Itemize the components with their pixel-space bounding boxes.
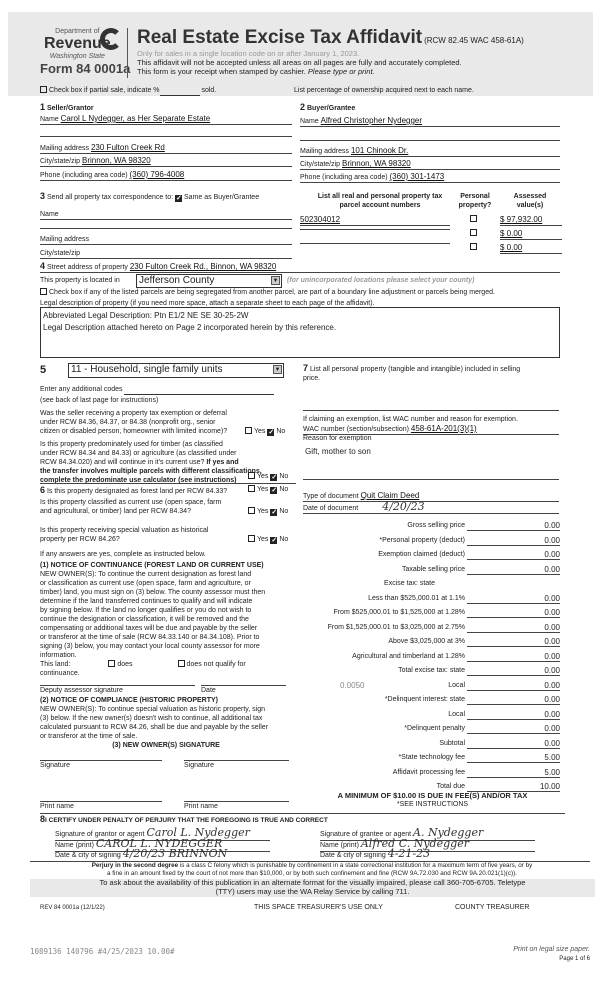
no-label: No bbox=[279, 508, 289, 515]
t: price. bbox=[303, 375, 321, 382]
notice-line: or transferor at the time of sale. bbox=[40, 733, 138, 740]
street-address-field[interactable] bbox=[40, 262, 560, 273]
section-number: 3 bbox=[40, 191, 46, 201]
yes-checkbox[interactable] bbox=[248, 485, 255, 492]
seller-phone-field[interactable] bbox=[40, 170, 292, 181]
doc-date-field[interactable] bbox=[303, 502, 559, 514]
treasurer-space: THIS SPACE TREASURER'S USE ONLY bbox=[254, 904, 383, 911]
q-forest-yesno bbox=[248, 485, 288, 494]
assessed-value: $ 0.00 bbox=[500, 243, 523, 252]
grantee-date-field[interactable] bbox=[320, 848, 535, 862]
doc-type-field[interactable] bbox=[303, 491, 559, 502]
logo-revenue: Revenue bbox=[44, 35, 111, 52]
grantor-signature: Carol L. Nydegger bbox=[146, 826, 250, 839]
fee-label: Exemption claimed (deduct) bbox=[378, 551, 465, 558]
notice-2-title: (2) NOTICE OF COMPLIANCE (HISTORIC PROPERTY) bbox=[40, 697, 218, 704]
label: Signature of grantee or agent bbox=[320, 831, 412, 838]
t: Print name bbox=[40, 803, 74, 810]
buyer-phone: (360) 301-1473 bbox=[389, 172, 445, 181]
t: Perjury in the second degree bbox=[91, 862, 179, 869]
parcel-account-field[interactable] bbox=[300, 229, 450, 230]
reason-label: Reason for exemption bbox=[303, 435, 372, 442]
fee-value[interactable]: 0.00 bbox=[467, 608, 560, 618]
assessed-header bbox=[500, 192, 560, 210]
parcel-account-field[interactable] bbox=[300, 215, 450, 226]
buyer-name-field[interactable] bbox=[300, 116, 560, 127]
fee-row bbox=[300, 579, 560, 589]
seller-name: Carol L Nydegger, as Her Separate Estate bbox=[60, 114, 211, 123]
see-instructions: *SEE INSTRUCTIONS bbox=[396, 801, 469, 808]
does-checkbox[interactable] bbox=[108, 660, 115, 667]
t: Is this property classified as current use (open space, farm bbox=[40, 499, 222, 506]
t: complete the predominate use calculator (see instructions) bbox=[40, 477, 237, 484]
chevron-down-icon: ▼ bbox=[274, 367, 281, 373]
fee-row bbox=[300, 652, 560, 662]
fee-row bbox=[300, 608, 560, 618]
corr-mail-field[interactable] bbox=[40, 235, 292, 245]
doc-date-value: 4/20/23 bbox=[382, 500, 425, 513]
parcel-account: 502304012 bbox=[300, 215, 341, 224]
legal-line: Legal Description attached hereto on Page 2 incorporated herein by this reference. bbox=[43, 323, 337, 332]
owner-signature-1[interactable] bbox=[40, 760, 162, 770]
seller-mail-field[interactable] bbox=[40, 143, 292, 154]
section-number: 6 bbox=[40, 485, 46, 495]
label: Date & city of signing bbox=[55, 852, 121, 859]
fee-row bbox=[300, 594, 560, 604]
use-code-value: 11 - Household, single family units bbox=[71, 364, 223, 375]
fee-row bbox=[300, 521, 560, 531]
label: Mailing address bbox=[40, 236, 90, 243]
partial-sale bbox=[40, 86, 216, 96]
t: Was the seller receiving a property tax exemption or deferral bbox=[40, 410, 227, 417]
no-label: No bbox=[279, 486, 289, 493]
fee-value[interactable]: 0.00 bbox=[467, 710, 560, 720]
label: City/state/zip bbox=[300, 161, 341, 168]
fee-row bbox=[300, 623, 560, 633]
parcel-account-field[interactable] bbox=[300, 243, 450, 244]
see-back: (see back of last page for instructions) bbox=[40, 397, 159, 404]
fee-label: *Delinquent interest: state bbox=[384, 696, 465, 703]
county-treasurer: COUNTY TREASURER bbox=[455, 904, 530, 911]
personal-property-line[interactable] bbox=[303, 410, 559, 411]
notice-line: NEW OWNER(S): To continue special valuation as historic property, sign bbox=[40, 706, 265, 713]
no-checkbox[interactable]: ✓ bbox=[271, 487, 278, 494]
personal-property-checkbox[interactable] bbox=[470, 215, 479, 224]
fee-value[interactable]: 0.00 bbox=[467, 565, 560, 575]
doc-type-value: Quit Claim Deed bbox=[360, 491, 420, 500]
no-checkbox[interactable]: ✓ bbox=[268, 429, 275, 436]
label: Phone (including area code) bbox=[40, 172, 128, 179]
grantee-name: Alfred C. Nydegger bbox=[360, 837, 469, 850]
if-yes-note: If any answers are yes, complete as instructed below. bbox=[40, 551, 206, 558]
fee-value[interactable]: 10.00 bbox=[467, 782, 560, 792]
this-land-row bbox=[40, 660, 246, 669]
fee-value[interactable]: 0.00 bbox=[467, 623, 560, 633]
no-checkbox[interactable]: ✓ bbox=[271, 537, 278, 544]
grantor-name: CAROL L. NYDEGGER bbox=[95, 837, 223, 850]
t: Is this property designated as forest land per RCW 84.33? bbox=[46, 488, 228, 495]
yes-label: Yes bbox=[254, 428, 266, 435]
fee-label: Less than $525,000.01 at 1.1% bbox=[368, 594, 465, 602]
t: property per RCW 84.26? bbox=[40, 536, 120, 543]
no-checkbox[interactable]: ✓ bbox=[271, 474, 278, 481]
fee-row bbox=[300, 724, 560, 734]
notice-line: compensating or additional taxes will be due and payable by the seller bbox=[40, 625, 258, 632]
legal-label: Legal description of property (if you need more space, attach a separate sheet to each page of the affidavit). bbox=[40, 300, 375, 307]
fee-value[interactable]: 5.00 bbox=[467, 768, 560, 778]
t: List all personal property (tangible and intangible) included in selling bbox=[309, 366, 521, 373]
fee-row bbox=[300, 768, 560, 778]
buyer-city-field[interactable] bbox=[300, 159, 560, 170]
fee-row bbox=[300, 753, 560, 763]
does-not-checkbox[interactable] bbox=[178, 660, 185, 667]
street-address: 230 Fulton Creek Rd., Binnon, WA 98320 bbox=[129, 262, 277, 271]
personal-property-checkbox[interactable] bbox=[470, 229, 479, 238]
grantee-date: 4-21-23 bbox=[387, 847, 431, 860]
section-number: 1 bbox=[40, 102, 46, 112]
note-3-text: This form is your receipt when stamped by cashier. bbox=[137, 67, 306, 76]
section-number: 2 bbox=[300, 102, 306, 112]
fee-label: Affidavit processing fee bbox=[392, 768, 465, 776]
notice-3-title: (3) NEW OWNER(S) SIGNATURE bbox=[112, 742, 220, 749]
note-2: This affidavit will not be accepted unless all areas on all pages are fully and accurately completed. bbox=[137, 58, 462, 67]
fee-row bbox=[300, 666, 560, 676]
partial-percent-field[interactable] bbox=[160, 86, 200, 96]
label: City/state/zip bbox=[40, 158, 81, 165]
fee-label: Above $3,025,000 at 3% bbox=[388, 638, 465, 645]
fee-value[interactable]: 0.00 bbox=[467, 652, 560, 662]
notice-line: by signing below. If the land no longer qualifies or you do not wish to bbox=[40, 607, 252, 614]
page-number: Page 1 of 6 bbox=[559, 956, 590, 962]
personal-header bbox=[450, 192, 500, 210]
divider bbox=[40, 483, 296, 484]
yes-checkbox[interactable] bbox=[248, 507, 255, 514]
seller-mail: 230 Fulton Creek Rd bbox=[90, 143, 165, 152]
yes-label: Yes bbox=[257, 473, 269, 480]
notice-1-text bbox=[40, 570, 265, 660]
h: property? bbox=[458, 202, 492, 209]
q-current-use-yesno bbox=[248, 507, 288, 516]
correspondence-heading bbox=[40, 192, 259, 202]
q-historic bbox=[40, 526, 208, 544]
label: Phone (including area code) bbox=[300, 174, 388, 181]
t: Print name bbox=[184, 803, 218, 810]
correspondence-text: Send all property tax correspondence to: bbox=[46, 194, 174, 201]
logo-swirl-icon bbox=[100, 28, 122, 50]
yes-label: Yes bbox=[257, 486, 269, 493]
buyer-name: Alfred Christopher Nydegger bbox=[320, 116, 423, 125]
t: under RCW 84.36, 84.37, or 84.38 (nonprofit org., senior bbox=[40, 419, 216, 426]
fee-label: Gross selling price bbox=[407, 522, 465, 529]
fee-label: Total excise tax: state bbox=[398, 667, 465, 674]
legal-paper-note: Print on legal size paper. bbox=[513, 946, 590, 953]
label: Mailing address bbox=[40, 145, 90, 152]
same-as-buyer-checkbox[interactable]: ✓ bbox=[176, 195, 182, 202]
header-divider bbox=[127, 28, 128, 78]
notice-line: (3) below. If the new owner(s) doesn't wish to continue, all additional tax bbox=[40, 715, 263, 722]
fee-value[interactable]: 0.00 bbox=[467, 637, 560, 647]
fee-value[interactable]: 0.00 bbox=[467, 550, 560, 560]
t: This land: bbox=[40, 661, 71, 668]
fee-label: Excise tax: state bbox=[384, 580, 435, 587]
ownership-note: List percentage of ownership acquired next to each name. bbox=[294, 87, 474, 94]
t: citizen or disabled person, homeowner with limited income)? bbox=[40, 428, 228, 435]
label: Enter any additional codes bbox=[40, 386, 123, 393]
divider bbox=[40, 813, 565, 814]
h: parcel account numbers bbox=[339, 202, 421, 209]
seller-city-field[interactable] bbox=[40, 156, 292, 167]
seller-city: Brinnon, WA 98320 bbox=[82, 156, 151, 165]
label: Date of document bbox=[303, 505, 359, 512]
fee-row bbox=[300, 739, 560, 749]
note-3 bbox=[137, 67, 375, 76]
label: Name (print) bbox=[320, 842, 359, 849]
t: Is this property predominately used for timber (as classified bbox=[40, 441, 223, 448]
seller-name-field[interactable] bbox=[40, 114, 292, 125]
seller-heading-text: Seller/Grantor bbox=[46, 105, 94, 112]
revision: REV 84 0001a (12/1/22) bbox=[40, 905, 105, 911]
yes-checkbox[interactable] bbox=[248, 535, 255, 542]
t: RCW 84.34.020) and will continue in it's current use? bbox=[40, 459, 205, 466]
notice-line: or transferor at the time of sale (RCW 84.33.140 or 84.34.108). Prior to bbox=[40, 634, 260, 641]
no-label: No bbox=[279, 536, 289, 543]
no-label: No bbox=[276, 428, 286, 435]
owner-print-2[interactable] bbox=[184, 801, 289, 811]
title-text: Real Estate Excise Tax Affidavit bbox=[137, 27, 423, 48]
fee-label: From $1,525,000.01 to $3,025,000 at 2.75% bbox=[327, 623, 465, 631]
t: (TTY) users may use the WA Relay Service by calling 711. bbox=[215, 886, 410, 896]
same-as-buyer-label: Same as Buyer/Grantee bbox=[184, 194, 260, 201]
segregated-label: Check box if any of the listed parcels are being segregated from another parcel, are part of a boundary line adjustment or parcels being merged. bbox=[49, 289, 495, 296]
h: Assessed bbox=[513, 193, 547, 200]
legal-description-box[interactable] bbox=[40, 307, 560, 358]
buyer-name-line2[interactable] bbox=[300, 140, 560, 141]
fee-value[interactable]: 0.00 bbox=[467, 594, 560, 604]
q-exemption bbox=[40, 409, 227, 436]
label: City/state/zip bbox=[40, 250, 81, 257]
buyer-city: Brinnon, WA 98320 bbox=[342, 159, 411, 168]
section-number: 7 bbox=[303, 363, 309, 373]
additional-codes-field[interactable] bbox=[40, 385, 292, 395]
label: Mailing address bbox=[300, 148, 350, 155]
notice-line: continue the designation or classification, it will be removed and the bbox=[40, 616, 249, 623]
q-forest bbox=[40, 486, 227, 496]
notice-line: determine if the land transferred continues to qualify and will indicate bbox=[40, 598, 253, 605]
t: If yes and bbox=[206, 459, 239, 466]
seller-name-line2[interactable] bbox=[40, 136, 292, 137]
certify-heading bbox=[40, 815, 328, 825]
t: does not qualify for bbox=[186, 661, 246, 668]
notice-line: signing (3) below, you may contact your local county assessor for more bbox=[40, 643, 260, 650]
continuance: continuance. bbox=[40, 670, 80, 677]
fee-value[interactable]: 0.00 bbox=[467, 536, 560, 546]
assessed-value: $ 97,932.00 bbox=[500, 215, 543, 224]
yes-checkbox[interactable] bbox=[248, 472, 255, 479]
notice-line: information. bbox=[40, 652, 77, 659]
fee-label: From $525,000.01 to $1,525,000 at 1.28% bbox=[333, 609, 465, 616]
fee-label: Taxable selling price bbox=[401, 565, 465, 573]
notice-1-title: (1) NOTICE OF CONTINUANCE (FOREST LAND OR CURRENT USE) bbox=[40, 562, 264, 569]
reason-line[interactable] bbox=[303, 479, 559, 480]
partial-sold-label: sold. bbox=[201, 87, 217, 94]
assessed-value-field[interactable] bbox=[500, 243, 562, 254]
label: Signature of grantor or agent bbox=[55, 831, 145, 838]
deputy-signature-field[interactable] bbox=[40, 685, 195, 695]
perjury-note bbox=[32, 862, 592, 878]
label: WAC number (section/subsection) bbox=[303, 426, 409, 433]
notice-2-text bbox=[40, 705, 268, 741]
fee-value[interactable]: 0.00 bbox=[467, 739, 560, 749]
h: value(s) bbox=[516, 202, 544, 209]
partial-sale-label: Check box if partial sale, indicate % bbox=[49, 87, 160, 94]
t: I CERTIFY UNDER PENALTY OF PERJURY THAT THE FOREGOING IS TRUE AND CORRECT bbox=[45, 817, 328, 824]
fee-value[interactable]: 0.00 bbox=[467, 521, 560, 531]
buyer-mail-field[interactable] bbox=[300, 146, 560, 157]
buyer-heading-text: Buyer/Grantee bbox=[306, 105, 356, 112]
t: Deputy assessor signature bbox=[40, 687, 123, 694]
label: Name (print) bbox=[55, 842, 94, 849]
sec7-text bbox=[303, 364, 520, 383]
buyer-mail: 101 Chinook Dr. bbox=[350, 146, 409, 155]
corr-name-field[interactable] bbox=[40, 210, 292, 220]
fee-row bbox=[300, 536, 560, 546]
yes-label: Yes bbox=[257, 536, 269, 543]
t: a fine in an amount fixed by the court of not more than $10,000, or by both such confinement and fine (RCW 9A.72.030 and RCW 9A.20.021(1)(c)). bbox=[107, 870, 517, 877]
assessed-value: $ 0.00 bbox=[500, 229, 523, 238]
grantor-date-field[interactable] bbox=[55, 848, 270, 862]
notice-line: NEW OWNER(S): To continue the current designation as forest land bbox=[40, 571, 252, 578]
local-rate: 0.0050 bbox=[340, 680, 365, 690]
t: To ask about the availability of this publication in an alternate format for the visually impaired, please call 360-705-6705. Teletype bbox=[99, 878, 526, 887]
county-select[interactable] bbox=[136, 274, 282, 288]
no-label: No bbox=[279, 473, 289, 480]
section-number: 5 bbox=[40, 364, 47, 376]
fee-label: Total due bbox=[436, 783, 465, 790]
h: Personal bbox=[460, 193, 490, 200]
q-exemption-yesno bbox=[245, 427, 285, 436]
t: under RCW 84.34 and 84.33) or agriculture (as classified under bbox=[40, 450, 237, 457]
grantee-signature: A. Nydegger bbox=[413, 826, 484, 839]
title-rcw: (RCW 82.45 WAC 458-61A) bbox=[424, 36, 524, 45]
personal-property-checkbox[interactable] bbox=[470, 243, 479, 252]
county-value: Jefferson County bbox=[139, 275, 215, 286]
fee-row bbox=[300, 550, 560, 560]
fee-row bbox=[300, 637, 560, 647]
minimum-note: A MINIMUM OF $10.00 IS DUE IN FEE(S) AND/OR TAX bbox=[337, 791, 528, 800]
corr-name-line2[interactable] bbox=[40, 228, 292, 229]
section-number: 8 bbox=[40, 814, 46, 824]
yes-checkbox[interactable] bbox=[245, 427, 252, 434]
claim-note: If claiming an exemption, list WAC number and reason for exemption. bbox=[303, 416, 518, 423]
buyer-phone-field[interactable] bbox=[300, 172, 560, 183]
grantor-date: 4/20/23 BRINNON bbox=[122, 847, 228, 860]
cashier-stamp: 1089136 140796 #4/25/2023 10.00# bbox=[30, 947, 175, 956]
notice-line: calculated pursuant to RCW 84.26, shall be due and payable by the seller bbox=[40, 724, 269, 731]
t: does bbox=[117, 661, 133, 668]
fee-value[interactable]: 0.00 bbox=[467, 695, 560, 705]
label: Name bbox=[40, 211, 59, 218]
t: Date bbox=[201, 687, 216, 694]
reason-value[interactable]: Gift, mother to son bbox=[305, 447, 371, 456]
note-3-italic: Please type or print. bbox=[307, 67, 375, 76]
parcel-header bbox=[300, 192, 460, 210]
seller-heading bbox=[40, 103, 94, 113]
fee-row bbox=[300, 695, 560, 705]
label: Name bbox=[40, 116, 59, 123]
fee-value[interactable]: 5.00 bbox=[467, 753, 560, 763]
notice-line: or classification as current use (open space, farm and agriculture, or bbox=[40, 580, 251, 587]
segregated-row bbox=[40, 288, 495, 297]
owner-signature-2[interactable] bbox=[184, 760, 289, 770]
q-current-use bbox=[40, 498, 221, 516]
section-number: 4 bbox=[40, 261, 46, 271]
notice-line: timber) land, you must sign on (3) below. The county assessor must then bbox=[40, 589, 266, 596]
legal-line: Abbreviated Legal Description: Ptn E1/2 NE SE 30-25-2W bbox=[43, 311, 249, 320]
t: Is this property receiving special valuation as historical bbox=[40, 527, 209, 534]
fee-label: Local bbox=[448, 710, 465, 718]
wac-value: 458-61A-201(3)(1) bbox=[410, 424, 477, 433]
buyer-heading bbox=[300, 103, 355, 113]
assessed-value-field[interactable] bbox=[500, 229, 562, 240]
note-1: Only for sales in a single location code on or after January 1, 2023. bbox=[137, 49, 360, 58]
form-number: Form 84 0001a bbox=[40, 61, 131, 76]
chevron-down-icon: ▼ bbox=[272, 278, 279, 284]
t: is a class C felony which is punishable by confinement in a state correctional institution for a maximum term of five years, or by bbox=[179, 862, 533, 869]
segregated-checkbox[interactable] bbox=[40, 288, 47, 295]
q-timber-yesno bbox=[248, 472, 288, 481]
q-timber bbox=[40, 440, 262, 485]
fee-label: *Personal property (deduct) bbox=[379, 536, 465, 544]
located-label: This property is located in bbox=[40, 277, 120, 284]
label: Name bbox=[300, 118, 319, 125]
no-checkbox[interactable]: ✓ bbox=[271, 509, 278, 516]
label: Date & city of signing bbox=[320, 852, 386, 859]
h: List all real and personal property tax bbox=[317, 193, 443, 200]
corr-city-field[interactable] bbox=[40, 249, 292, 259]
t: the transfer involves multiple parcels with different classifications, bbox=[40, 468, 262, 475]
fee-label: *State technology fee bbox=[398, 754, 465, 761]
t: and agricultural, or timber) land per RCW 84.34? bbox=[40, 508, 191, 515]
fee-label: *Delinquent penalty bbox=[404, 725, 465, 732]
fee-value[interactable]: 0.00 bbox=[467, 724, 560, 734]
seller-phone: (360) 796-4008 bbox=[129, 170, 185, 179]
assessed-value-field[interactable] bbox=[500, 215, 562, 226]
owner-print-1[interactable] bbox=[40, 801, 162, 811]
fee-label: Local bbox=[448, 681, 465, 689]
use-code-select[interactable] bbox=[68, 363, 284, 378]
label: Type of document bbox=[303, 493, 359, 500]
partial-sale-checkbox[interactable] bbox=[40, 86, 47, 93]
t: Signature bbox=[40, 762, 70, 769]
deputy-date-field[interactable] bbox=[201, 685, 286, 695]
fee-row bbox=[300, 710, 560, 720]
fee-row bbox=[300, 565, 560, 575]
logo-state: Washington State bbox=[49, 53, 105, 60]
label: Street address of property bbox=[46, 264, 128, 271]
alt-format-note bbox=[30, 879, 595, 896]
q-historic-yesno bbox=[248, 535, 288, 544]
yes-label: Yes bbox=[257, 508, 269, 515]
t: Signature bbox=[184, 762, 214, 769]
fee-value[interactable]: 0.00 bbox=[467, 681, 560, 691]
fee-label: Agricultural and timberland at 1.28% bbox=[352, 652, 465, 660]
fee-label: Subtotal bbox=[439, 739, 465, 747]
fee-row bbox=[300, 681, 560, 691]
logo-dept: Department of bbox=[55, 28, 100, 35]
fee-value[interactable]: 0.00 bbox=[467, 666, 560, 676]
county-note: (for unincorporated locations please select your county) bbox=[287, 277, 475, 284]
